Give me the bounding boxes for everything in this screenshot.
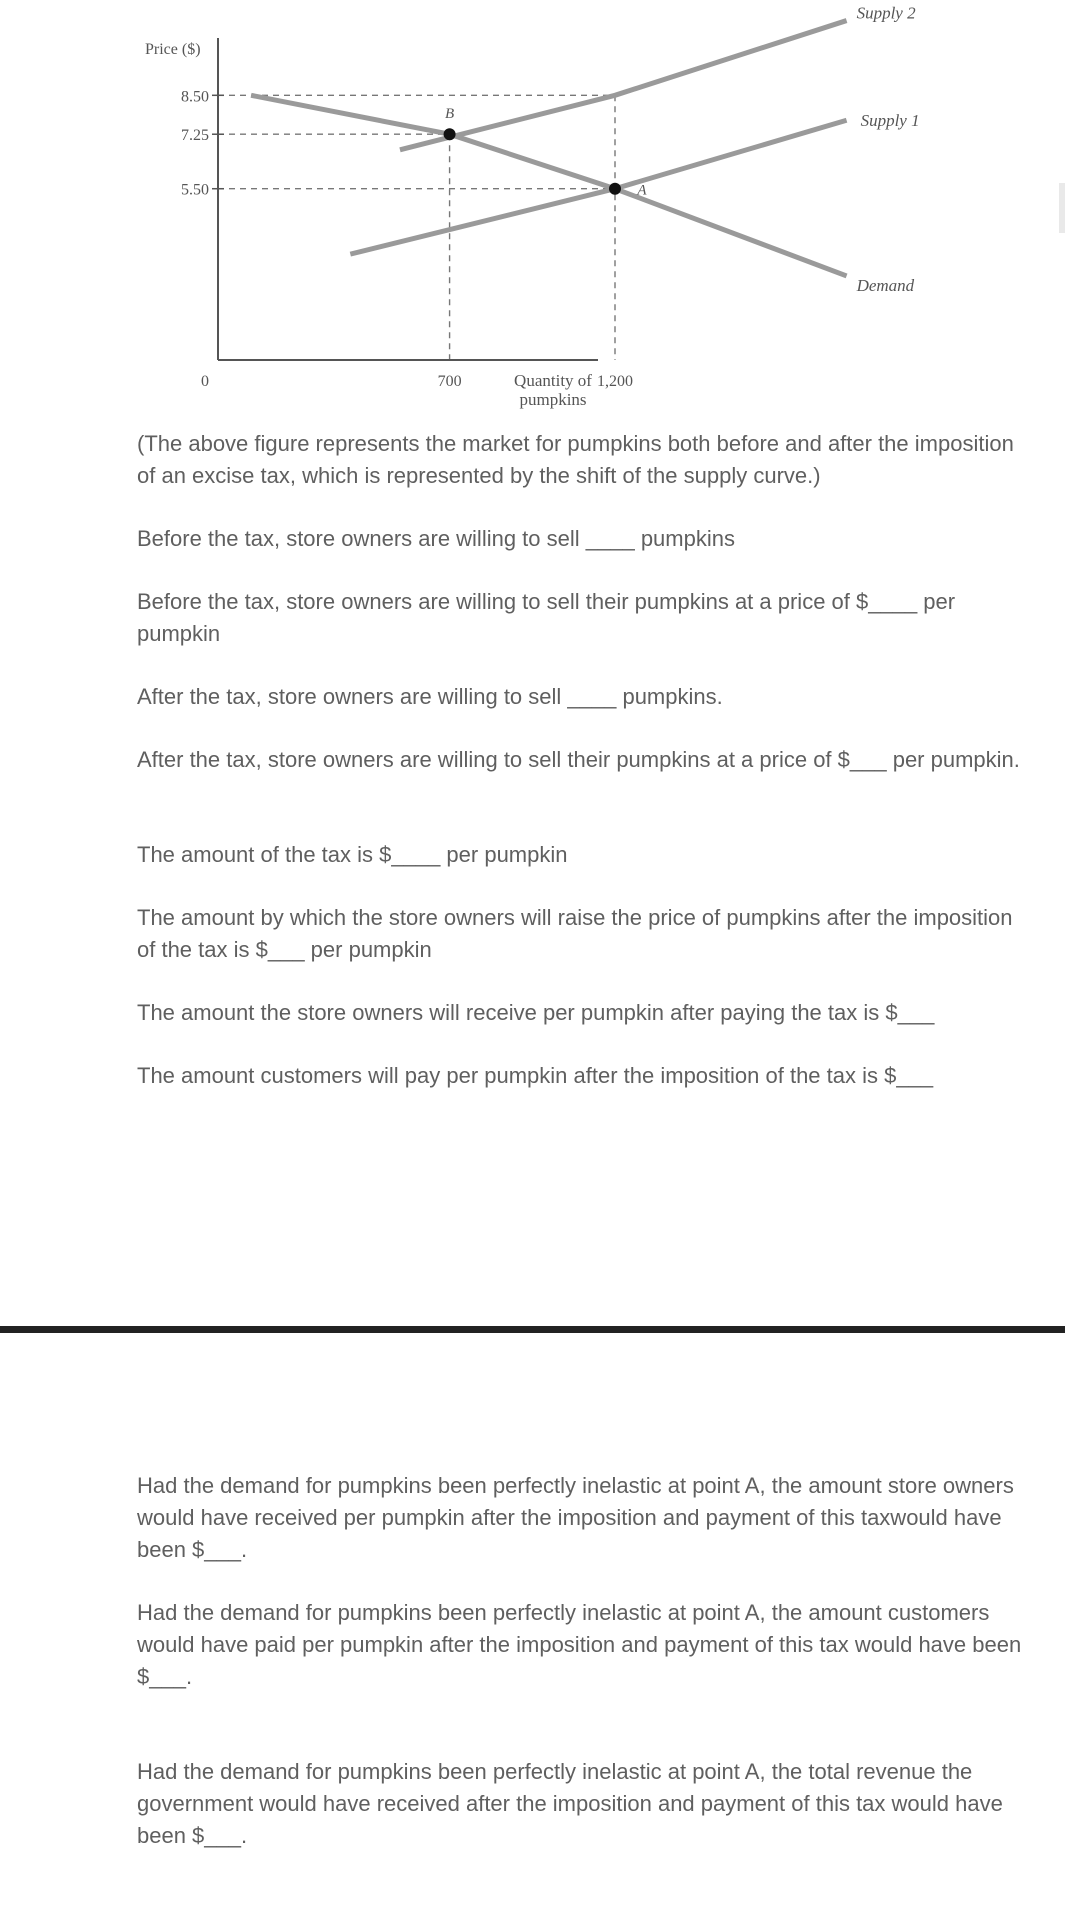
x-tick-label-1: 700 (437, 373, 462, 390)
y-tick-label-1: 7.25 (181, 127, 209, 145)
scrollbar-edge (1059, 183, 1065, 233)
y-tick-label-2: 5.50 (181, 181, 209, 199)
point-label-a: A (637, 182, 647, 199)
x-tick-label-0: 0 (201, 373, 209, 390)
followup-1: Had the demand for pumpkins been perfectly inelastic at point A, the amount store owners would have received per pumpkin after the imposition and payment of this taxwould have been $___. (137, 1473, 1014, 1562)
question-2: Before the tax, store owners are willing to sell their pumpkins at a price of $____ per pumpkin (137, 589, 956, 646)
followup-2: Had the demand for pumpkins been perfectly inelastic at point A, the amount customers would have paid per pumpkin after the imposition and payment of this tax would have been $___. (137, 1600, 1022, 1689)
question-5: The amount of the tax is $____ per pumpkin (137, 842, 568, 867)
curves (251, 21, 847, 276)
question-3: After the tax, store owners are willing to sell ____ pumpkins. (137, 684, 723, 709)
question-4: After the tax, store owners are willing to sell their pumpkins at a price of $___ per pumpkin. (137, 747, 1020, 772)
question-7: The amount the store owners will receive per pumpkin after paying the tax is $___ (137, 1000, 935, 1025)
chart-labels (145, 4, 920, 409)
point-label-b: B (444, 106, 455, 123)
question-8: The amount customers will pay per pumpkin after the imposition of the tax is $___ (137, 1063, 934, 1088)
curve-supply-2 (400, 21, 847, 150)
curve-demand (251, 95, 847, 276)
x-axis-label: Quantity of pumpkins (514, 371, 592, 409)
intro-text: (The above figure represents the market for pumpkins both before and after the imposition of an excise tax, which is represented by the shift of the supply curve.) (137, 431, 1014, 488)
series-label-supply-1: Supply 1 (860, 111, 920, 131)
section-divider (0, 1326, 1065, 1333)
y-axis-label: Price ($) (145, 41, 201, 58)
x-tick-label-2: 1,200 (597, 373, 633, 390)
question-6: The amount by which the store owners will raise the price of pumpkins after the imposition of the tax is $___ per pumpkin (137, 905, 1013, 962)
followup-3: Had the demand for pumpkins been perfectly inelastic at point A, the total revenue the government would have received after the imposition and payment of this tax would have been $___. (137, 1759, 1003, 1848)
series-label-supply-2: Supply 2 (856, 3, 916, 23)
axes (212, 38, 598, 360)
guide-lines (218, 95, 615, 360)
y-tick-label-0: 8.50 (181, 88, 209, 106)
curve-supply-1 (350, 120, 846, 254)
point-a (609, 183, 621, 195)
series-label-demand: Demand (856, 275, 915, 295)
supply-demand-chart (0, 0, 1065, 420)
point-b (444, 128, 456, 140)
question-1: Before the tax, store owners are willing to sell ____ pumpkins (137, 526, 735, 551)
